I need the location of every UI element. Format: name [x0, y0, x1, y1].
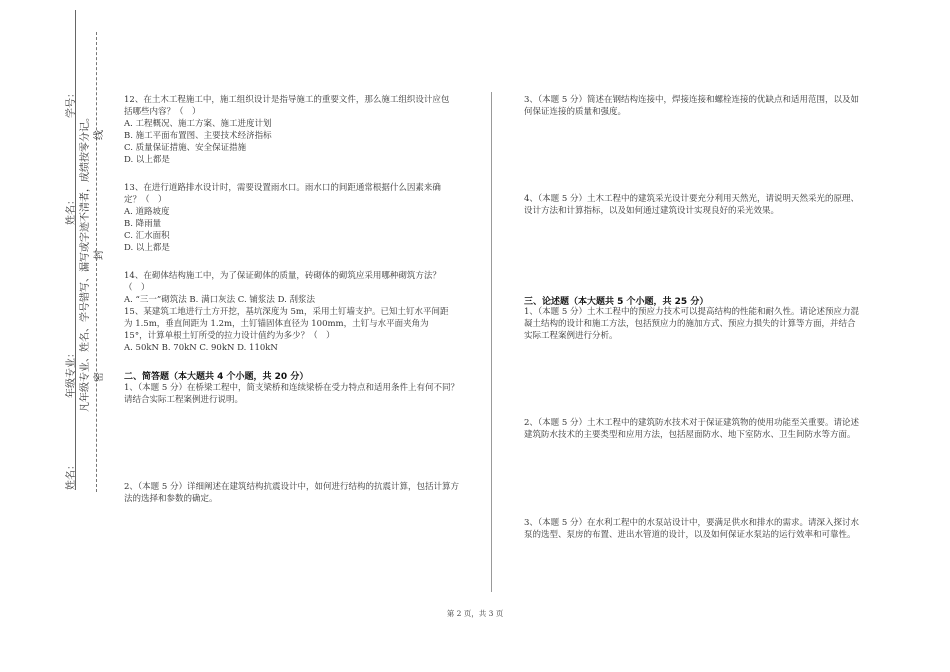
short-answer-4: [524, 193, 859, 217]
option: A. 工程概况、施工方案、施工进度计划: [124, 119, 272, 129]
question-14: [124, 270, 454, 306]
option: B. 降雨量: [124, 219, 162, 229]
option: D. 以上都是: [124, 243, 170, 253]
essay-text: 2、（本题 5 分）土木工程中的建筑防水技术对于保证建筑物的使用功能至关重要。请论述建筑防水技术的主要类型和应用方法，包括屋面防水、地下室防水、卫生间防水等方面。: [524, 418, 859, 440]
question-13: [124, 182, 454, 254]
question-15: [124, 306, 454, 354]
question-12: [124, 94, 454, 166]
student-id-label: 学号：: [66, 88, 77, 118]
column-divider: [491, 92, 492, 592]
short-answer-text: 3、（本题 5 分）简述在钢结构连接中，焊接连接和螺栓连接的优缺点和适用范围，以及如何保证连接的质量和强度。: [524, 95, 859, 117]
binding-xian: 线: [94, 130, 105, 140]
binding-dashed-line: [96, 32, 97, 492]
option: A. 道路坡度: [124, 207, 170, 217]
short-answer-1: [124, 382, 459, 406]
section-title-essay: 三、论述题（本大题共 5 个小题，共 25 分）: [524, 297, 709, 307]
binding-warning: 凡年级专业、姓名、学号错写、漏写或字迹不清者，成绩按零分记。: [80, 112, 91, 412]
option: D. 以上都是: [124, 155, 170, 165]
option: B. 施工平面布置图、主要技术经济指标: [124, 131, 272, 141]
essay-text: 1、（本题 5 分）土木工程中的预应力技术可以提高结构的性能和耐久性。请论述预应力混凝土结构的设计和施工方法，包括预应力的施加方式、预应力损失的计算等方面，并结合实际工程案例进行分析。: [524, 307, 859, 341]
essay-3: [524, 517, 859, 541]
short-answer-text: 4、（本题 5 分）土木工程中的建筑采光设计要充分利用天然光，请说明天然采光的原理、设计方法和计算指标，以及如何通过建筑设计实现良好的采光效果。: [524, 194, 859, 216]
exam-name-label: 姓名：: [66, 460, 77, 490]
option: C. 质量保证措施、安全保证措施: [124, 143, 247, 153]
essay-2: [524, 417, 859, 441]
option: C. 汇水面积: [124, 231, 170, 241]
name-label: 姓名：: [66, 195, 77, 225]
option: A. 50kN B. 70kN C. 90kN D. 110kN: [124, 343, 278, 353]
question-stem: 12、在土木工程施工中，施工组织设计是指导施工的重要文件，那么施工组织设计应包括哪些内容？（ ）: [124, 95, 450, 117]
question-stem: 15、某建筑工地进行土方开挖，基坑深度为 5m，采用土钉墙支护。已知土钉水平间距为 1.5m，垂直间距为 1.2m，土钉锚固体直径为 100mm，土钉与水平面夹角为 15°，计算单根土钉所受的拉力设计值约为多少？（ ）: [124, 307, 449, 341]
question-stem: 14、在砌体结构施工中，为了保证砌体的质量，砖砌体的砌筑应采用哪种砌筑方法？（ ）: [124, 271, 441, 293]
page-footer: 第 2 页，共 3 页: [446, 609, 504, 618]
essay-text: 3、（本题 5 分）在水利工程中的水泵站设计中，要满足供水和排水的需求。请深入探讨水泵的选型、泵房的布置、进出水管道的设计，以及如何保证水泵站的运行效率和可靠性。: [524, 518, 859, 540]
binding-mi: 密: [94, 372, 105, 382]
binding-feng: 封: [94, 250, 105, 260]
short-answer-2: [124, 481, 459, 505]
essay-1: [524, 306, 859, 342]
question-stem: 13、在进行道路排水设计时，需要设置雨水口。雨水口的间距通常根据什么因素来确定？（ ）: [124, 183, 441, 205]
short-answer-text: 1、（本题 5 分）在桥梁工程中，简支梁桥和连续梁桥在受力特点和适用条件上有何不同？请结合实际工程案例进行说明。: [124, 383, 459, 405]
option: A. “三一”砌筑法 B. 满口灰法 C. 铺浆法 D. 刮浆法: [124, 295, 316, 305]
major-label: 年级专业：: [66, 348, 77, 398]
short-answer-text: 2、（本题 5 分）详细阐述在建筑结构抗震设计中，如何进行结构的抗震计算，包括计算方法的选择和参数的确定。: [124, 482, 459, 504]
section-title-short-answer: 二、简答题（本大题共 4 个小题，共 20 分）: [124, 372, 309, 382]
short-answer-3: [524, 94, 859, 118]
